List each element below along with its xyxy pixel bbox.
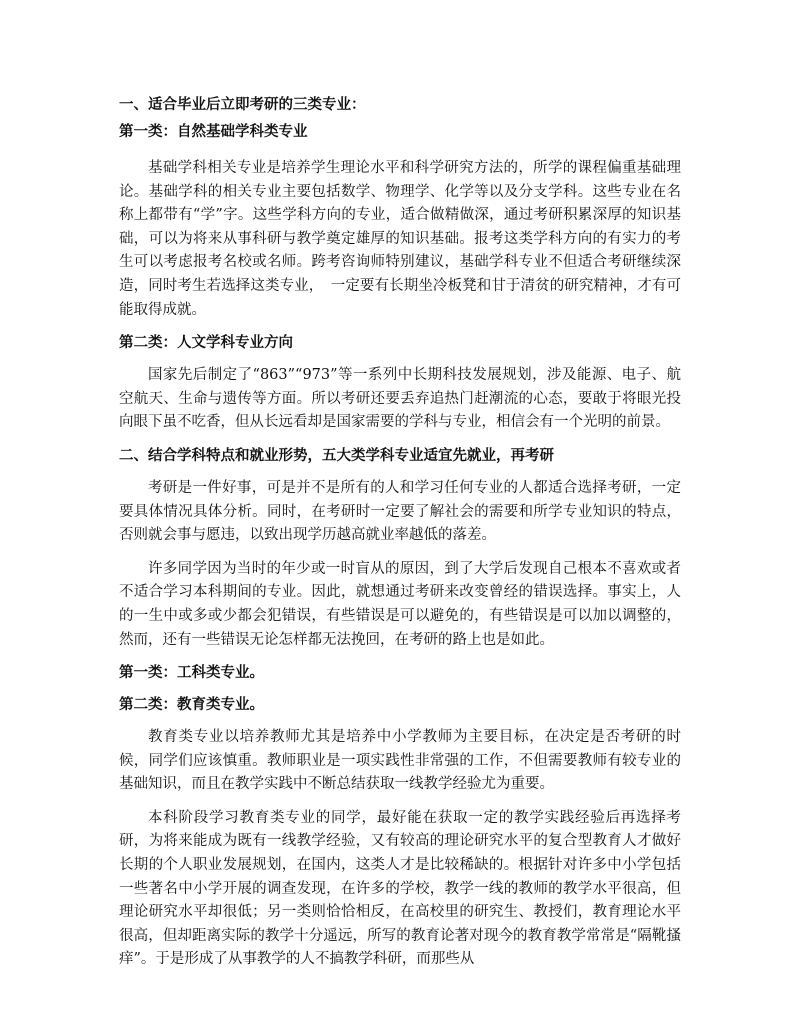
subheading-humanities: 第二类：人文学科专业方向 (119, 335, 293, 352)
spacer (119, 652, 681, 662)
spacer (119, 716, 681, 726)
paragraph-education-2: 本科阶段学习教育类专业的同学，最好能在获取一定的教学实践经验后再选择考研，为将来能成为既有一线教学经验，又有较高的理论研究水平的复合型教育人才做好长期的个人职业发展规划，在国内，这类人才是比较稀缺的。根据针对许多中小学包括一些著名中小学开展的调查发现，在许多的学校，教学一线的教师的教学水平很高，但理论研究水平却很低；另一类则恰恰相反，在高校里的研究生、教授们，教育理论水平很高，但却距离实际的教学十分遥远，所写的教育论著对现今的教育教学常常是“隔靴搔痒”。于是形成了从事教学的人不搞教学科研，而那些从 (119, 809, 681, 968)
paragraph-natural-sciences: 基础学科相关专业是培养学生理论水平和科学研究方法的，所学的课程偏重基础理论。基础学科的相关专业主要包括数学、物理学、化学等以及分支学科。这些专业在名称上都带有“学”字。这些学科方向的专业，适合做精做深，通过考研积累深厚的知识基础，可以为将来从事科研与教学奠定雄厚的知识基础。报考这类学科方向的有实力的考生可以考虑报考名校或名师。跨考咨询师特别建议，基础学科专业不但适合考研继续深造，同时考生若选择这类专业， 一定要有长期坐冷板凳和甘于清贫的研究精神，才有可能取得成就。 (119, 160, 681, 318)
subheading-education: 第二类：教育类专业。 (119, 697, 264, 714)
paragraph-mistakes: 许多同学因为当时的年少或一时盲从的原因，到了大学后发现自己根本不喜欢或者不适合学习本科期间的专业。因此，就想通过考研来改变曾经的错误选择。事实上，人的一生中或多或少都会犯错误，有些错误是可以避免的，有些错误是可以加以调整的，然而，还有一些错误无论怎样都无法挽回，在考研的路上也是如此。 (119, 560, 681, 648)
spacer (119, 354, 681, 364)
section-heading-2: 二、结合学科特点和就业形势，五大类学科专业适宜先就业，再考研 (119, 447, 554, 464)
spacer (119, 467, 681, 477)
subheading-engineering: 第一类：工科类专业。 (119, 665, 264, 682)
spacer (119, 322, 681, 332)
paragraph-humanities: 国家先后制定了“863”“973”等一系列中长期科技发展规划，涉及能源、电子、航空航天、生命与遗传等方面。所以考研还要丢弃追热门赶潮流的心态，要敢于将眼光投向眼下虽不吃香，但从长远看却是国家需要的学科与专业，相信会有一个光明的前景。 (119, 367, 681, 431)
paragraph-grad-exam-intro: 考研是一件好事，可是并不是所有的人和学习任何专业的人都适合选择考研，一定要具体情况具体分析。同时，在考研时一定要了解社会的需要和所学专业知识的特点，否则就会事与愿违，以致出现学历越高就业率越低的落差。 (119, 479, 681, 544)
spacer (119, 143, 681, 157)
spacer (119, 684, 681, 694)
section-heading-1: 一、适合毕业后立即考研的三类专业： (119, 97, 366, 113)
spacer (119, 797, 681, 807)
spacer (119, 548, 681, 558)
subheading-natural-sciences: 第一类：自然基础学科类专业 (119, 124, 308, 140)
document-body (119, 94, 681, 972)
spacer (119, 435, 681, 445)
paragraph-education-1: 教育类专业以培养教师尤其是培养中小学教师为主要目标，在决定是否考研的时候，同学们应该慎重。教师职业是一项实践性非常强的工作，不但需要教师有较专业的基础知识，而且在教学实践中不断总结获取一线教学经验尤为重要。 (119, 729, 681, 793)
